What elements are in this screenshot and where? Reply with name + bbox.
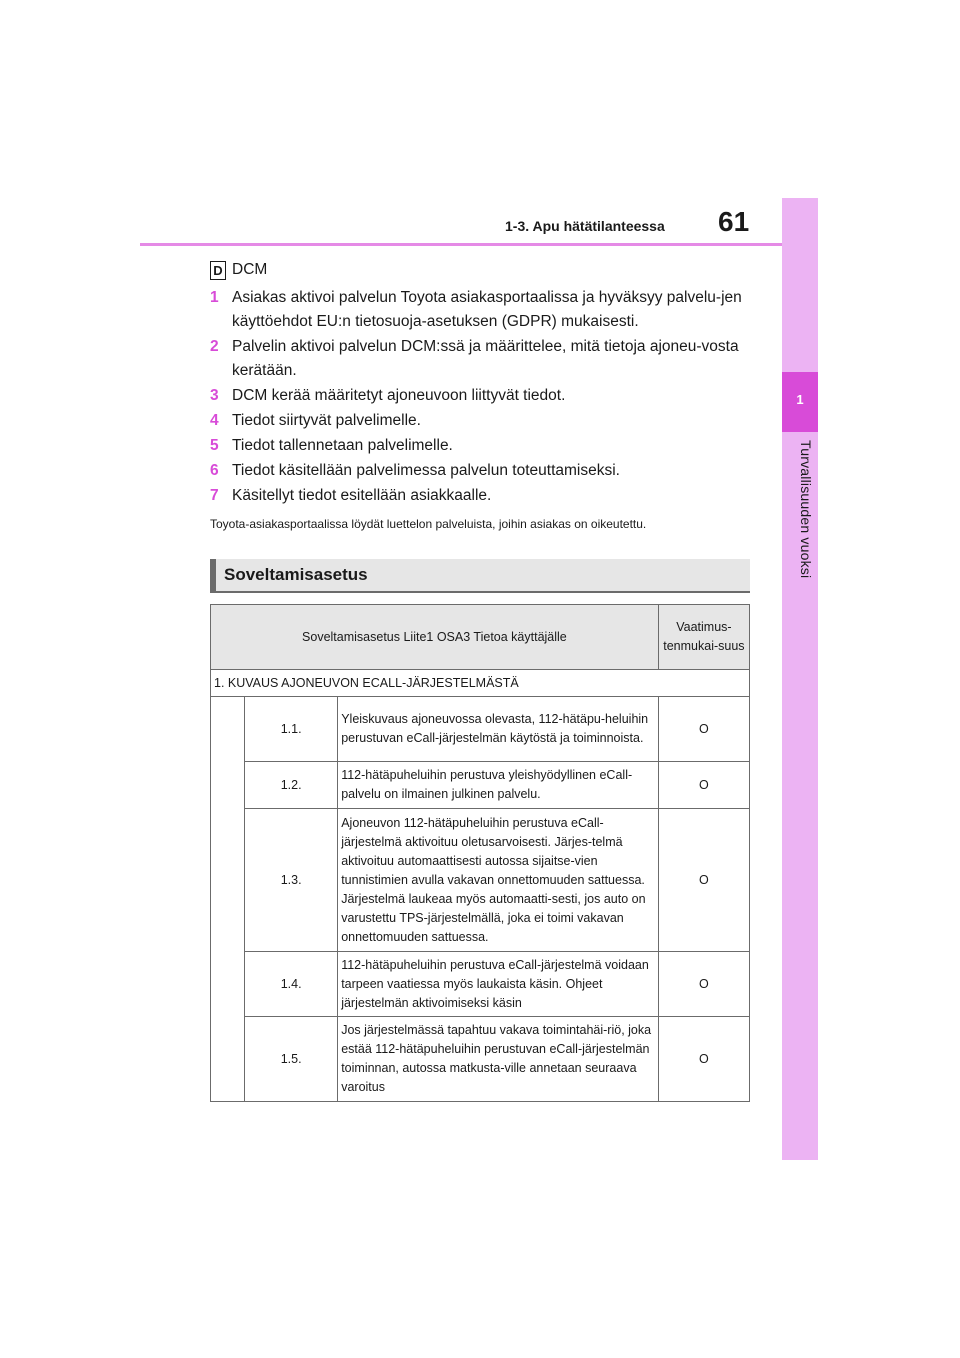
step-text: Palvelin aktivoi palvelun DCM:ssä ja määrittelee, mitä tietoja ajoneu-vosta kerätään. [232,338,739,379]
table-cell-compliance: O [658,697,749,762]
table-cell-id: 1.1. [245,697,338,762]
process-steps [210,286,750,508]
table-cell-text: Yleiskuvaus ajoneuvossa olevasta, 112-hätäpu-heluihin perustuvan eCall-järjestelmän käytöstä ja toiminnoista. [338,697,659,762]
step-number: 5 [210,437,219,454]
running-header-section: 1-3. Apu hätätilanteessa [505,218,665,234]
table-group-title: 1. KUVAUS AJONEUVON ECALL-JÄRJESTELMÄSTÄ [211,670,750,697]
table-cell-compliance: O [658,762,749,809]
table-cell-id: 1.4. [245,952,338,1017]
table-cell-id: 1.2. [245,762,338,809]
step-number: 2 [210,338,219,355]
page-number: 61 [718,206,750,237]
table-row [211,952,750,1017]
page-content [210,258,750,1102]
step-number: 6 [210,462,219,479]
table-cell-text: Jos järjestelmässä tapahtuu vakava toimintahäi-riö, joka estää 112-hätäpuheluihin perustuvan eCall-järjestelmän toiminnan, autossa matkusta-ville annetaan seuraava varoitus [338,1017,659,1102]
list-item [210,434,750,458]
table-cell-compliance: O [658,809,749,952]
list-item [210,286,750,334]
dcm-heading [210,258,750,282]
list-item [210,384,750,408]
step-number: 3 [210,387,219,404]
table-cell-id: 1.3. [245,809,338,952]
step-text: Tiedot siirtyvät palvelimelle. [232,412,421,429]
table-cell-text: 112-hätäpuheluihin perustuva eCall-järjestelmä voidaan tarpeen vaatiessa myös laukaista käsin. Ohjeet järjestelmän aktivoimiseksi käsin [338,952,659,1017]
step-text: Tiedot käsitellään palvelimessa palvelun toteuttamiseksi. [232,462,620,479]
table-cell-compliance: O [658,1017,749,1102]
table-group-row [211,670,750,697]
header-rule [140,243,782,246]
table-row [211,809,750,952]
portal-note: Toyota-asiakasportaalissa löydät luettelon palveluista, joihin asiakas on oikeutettu. [210,517,647,531]
step-number: 7 [210,487,219,504]
step-number: 1 [210,289,219,306]
regulation-table [210,604,750,1102]
table-header-compliance: Vaatimus-tenmukai-suus [658,605,749,670]
table-cell-text: 112-hätäpuheluihin perustuva yleishyödyllinen eCall-palvelu on ilmainen julkinen palvelu. [338,762,659,809]
figure-label-badge: D [210,261,226,280]
dcm-label: DCM [232,261,268,278]
list-item [210,459,750,483]
list-item [210,484,750,508]
step-text: DCM kerää määritetyt ajoneuvoon liittyvät tiedot. [232,387,566,404]
step-text: Asiakas aktivoi palvelun Toyota asiakasportaalissa ja hyväksyy palvelu-jen käyttöehdot EU:n tietosuoja-asetuksen (GDPR) mukaisesti. [232,289,742,330]
list-item [210,335,750,383]
table-row [211,1017,750,1102]
step-number: 4 [210,412,219,429]
list-item [210,409,750,433]
table-header-row [211,605,750,670]
table-row [211,762,750,809]
chapter-side-tab [782,198,818,1160]
table-header-regulation: Soveltamisasetus Liite1 OSA3 Tietoa käyttäjälle [211,605,659,670]
table-cell-id: 1.5. [245,1017,338,1102]
table-cell-compliance: O [658,952,749,1017]
table-cell-text: Ajoneuvon 112-hätäpuheluihin perustuva eCall-järjestelmä aktivoituu oletusarvoisesti. Järjes-telmä aktivoituu automaattisesti autossa sijaitse-vien tunnistimien avulla vakavan onnettomuuden sattuessa. Järjestelmä laukeaa myös automaatti-sesti, jos auto on varustettu TPS-järjestelmällä, joka ei toimi vakavan onnettomuuden sattuessa. [338,809,659,952]
chapter-title: Turvallisuuden vuoksi [798,440,814,579]
chapter-number: 1 [796,392,804,407]
section-heading: Soveltamisasetus [210,559,750,593]
table-indent-cell [211,697,245,1102]
step-text: Käsitellyt tiedot esitellään asiakkaalle. [232,487,492,504]
step-text: Tiedot tallennetaan palvelimelle. [232,437,453,454]
table-row [211,697,750,762]
